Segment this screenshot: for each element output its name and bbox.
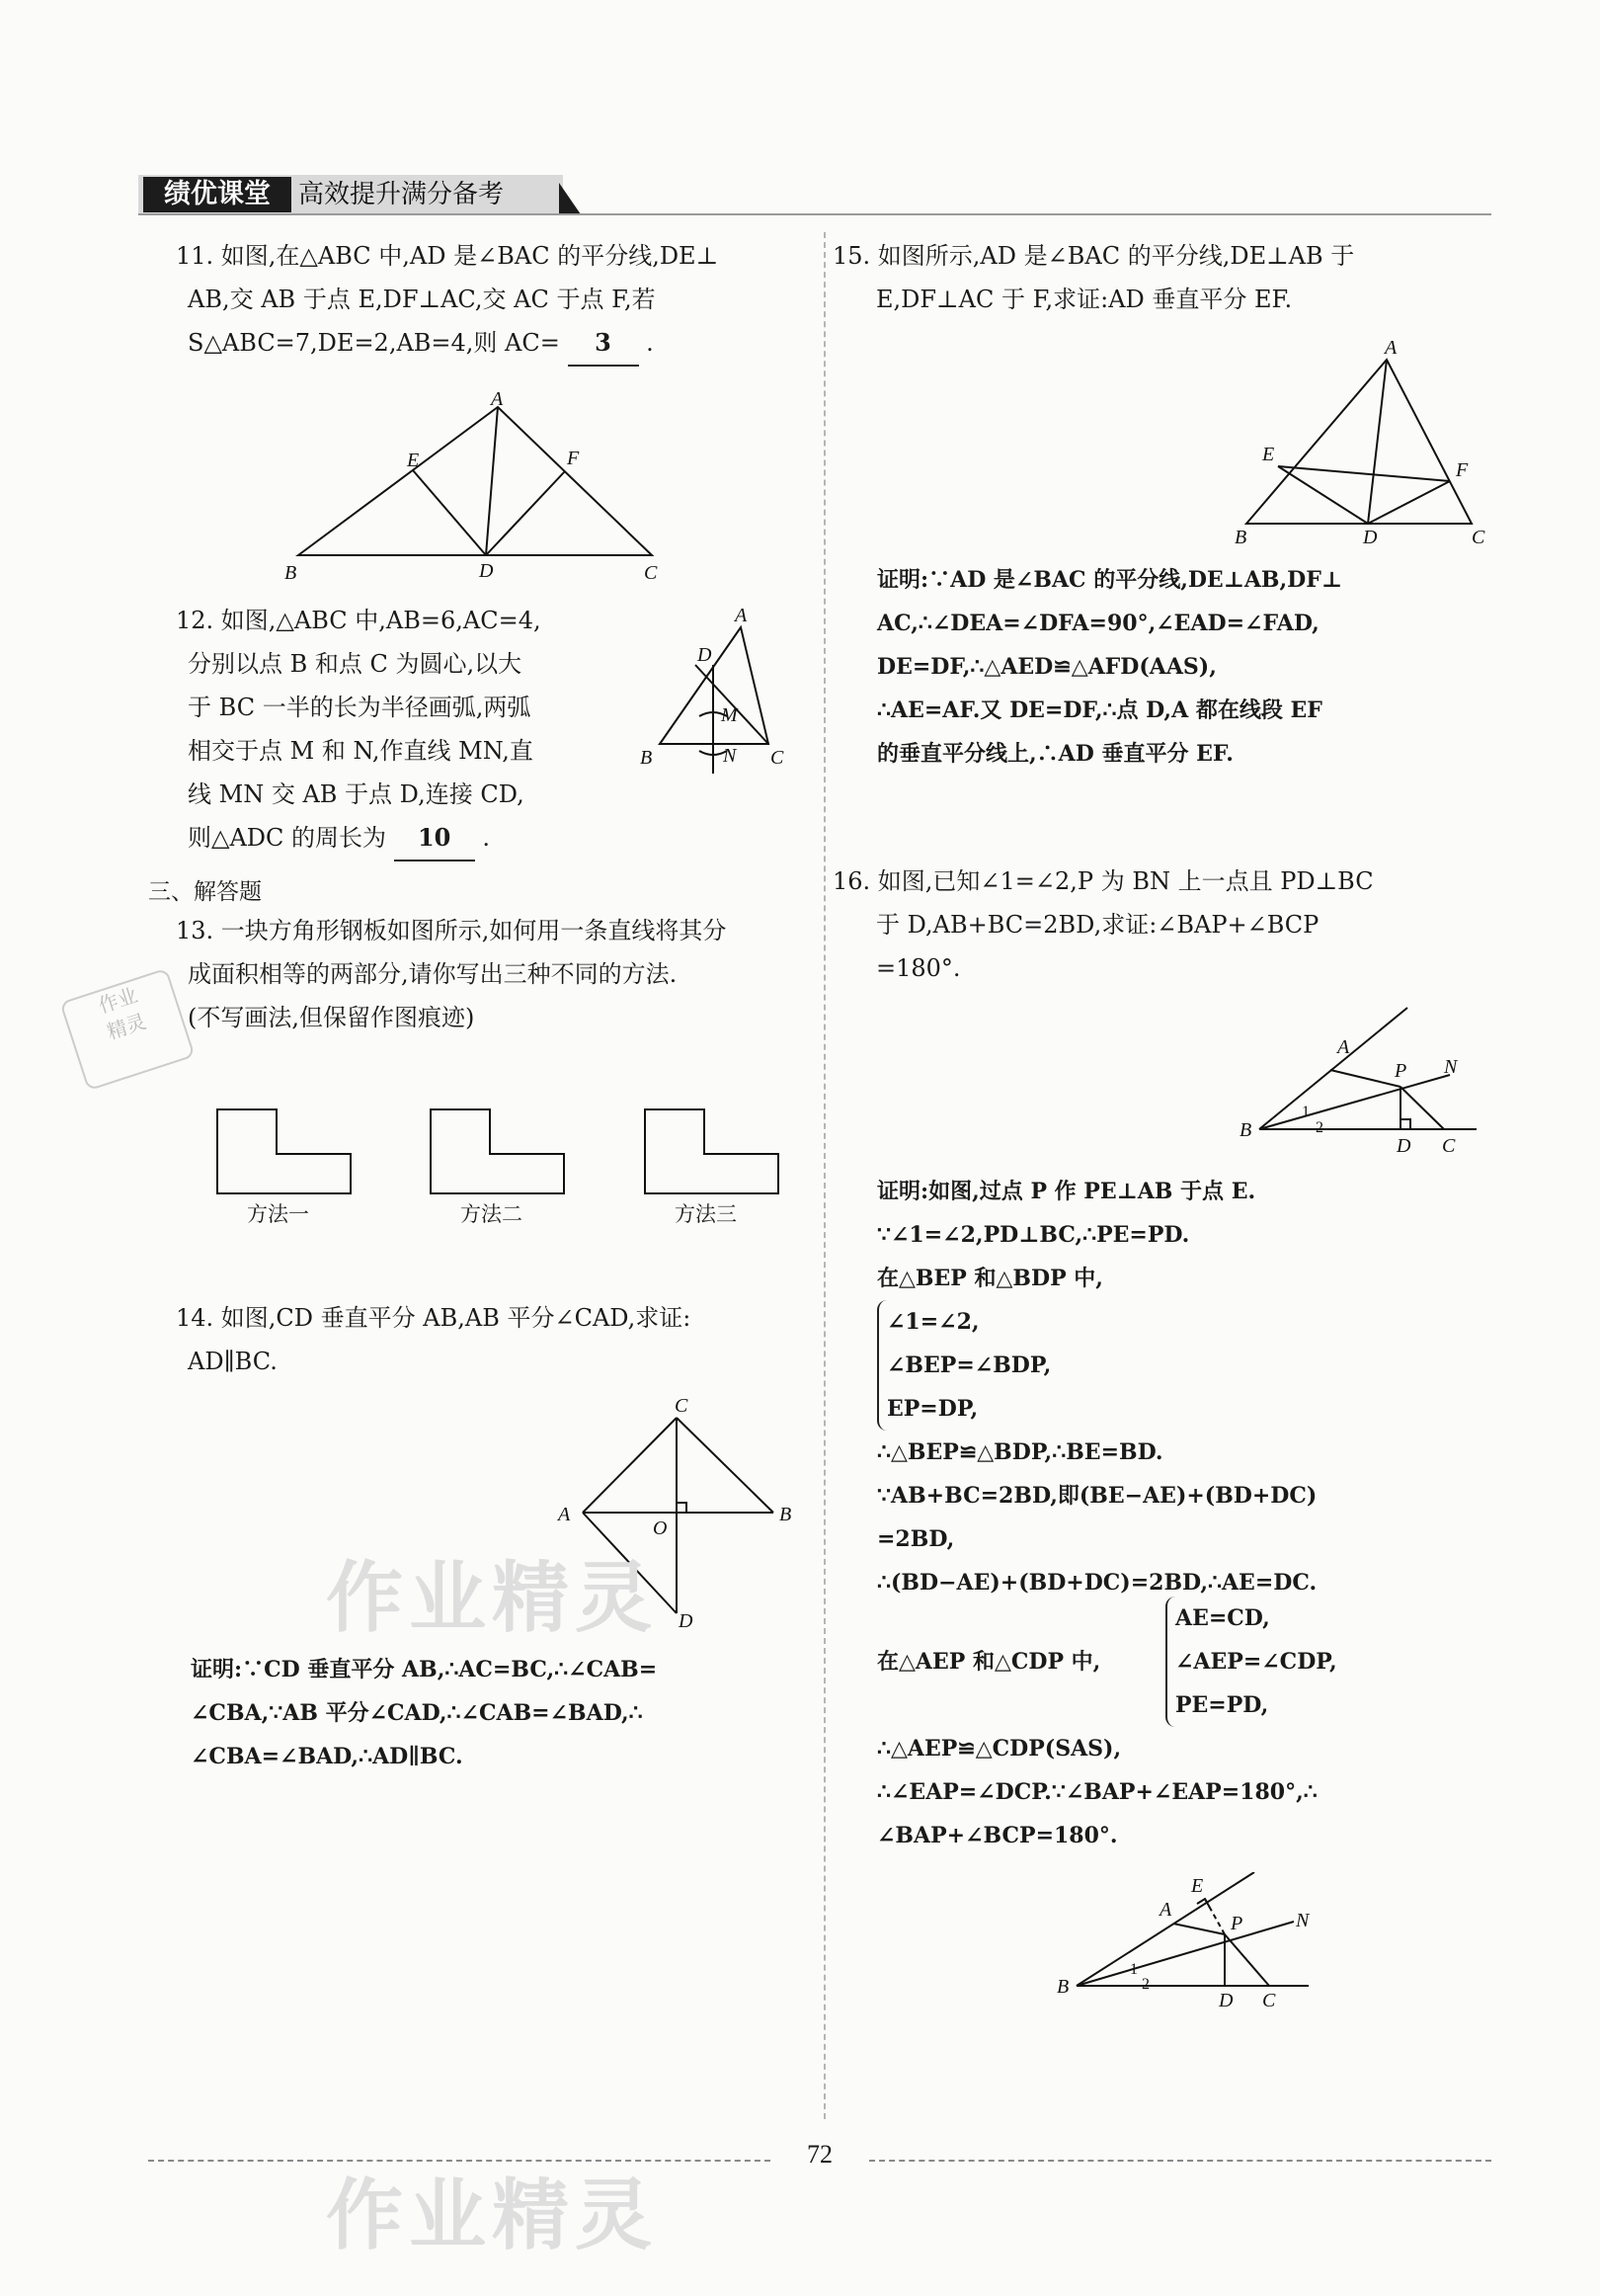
- q16-label-d: D: [1397, 1135, 1411, 1157]
- q16-proof-c-line2: ∴∠EAP=∠DCP.∵∠BAP+∠EAP=180°,∴: [877, 1779, 1318, 1805]
- watermark-stamp: 作业 精灵: [59, 968, 195, 1092]
- footer-rule-right: [869, 2160, 1491, 2162]
- q11-label-a: A: [491, 388, 504, 410]
- header-brand: 绩优课堂: [143, 177, 291, 212]
- q14-proof-line2: ∠CBA,∵AB 平分∠CAD,∴∠CAB=∠BAD,∴: [191, 1700, 643, 1726]
- q11-line1: 11. 如图,在△ABC 中,AD 是∠BAC 的平分线,DE⊥: [176, 242, 719, 270]
- q13-figures: [207, 1105, 800, 1203]
- q15-label-e: E: [1262, 444, 1275, 465]
- q16-proof-figure: [1047, 1872, 1333, 2010]
- q13-line3: (不写画法,但保留作图痕迹): [188, 1004, 475, 1031]
- q16-proof-label-2: 2: [1142, 1976, 1150, 1993]
- q12-label-m: M: [721, 704, 738, 726]
- q15-text: [833, 234, 1504, 321]
- q14-line2: AD∥BC.: [188, 1348, 278, 1375]
- q15-proof-line1: 证明:∵AD 是∠BAC 的平分线,DE⊥AB,DF⊥: [877, 567, 1342, 593]
- q16-proof-b-line2: ∵AB+BC=2BD,即(BE−AE)+(BD+DC): [877, 1483, 1318, 1509]
- q15-line1: 15. 如图所示,AD 是∠BAC 的平分线,DE⊥AB 于: [833, 242, 1355, 270]
- q16-proof-label-1: 1: [1130, 1961, 1138, 1978]
- watermark-bottom: 作业精灵: [326, 2172, 659, 2260]
- q16-proof-label-d: D: [1219, 1990, 1234, 2010]
- q16-brace2-line2: ∠AEP=∠CDP,: [1175, 1649, 1337, 1675]
- q12-end: .: [482, 824, 490, 852]
- q14-proof: [191, 1648, 813, 1778]
- q11-answer: 3: [568, 321, 639, 367]
- q15-label-b: B: [1235, 527, 1247, 545]
- q16-line1: 16. 如图,已知∠1=∠2,P 为 BN 上一点且 PD⊥BC: [833, 867, 1374, 895]
- q11-end: .: [646, 329, 654, 357]
- q12-label-b: B: [640, 747, 653, 769]
- q16-brace2-prefix: 在△AEP 和△CDP 中,: [877, 1649, 1101, 1675]
- q16-line3: =180°.: [876, 954, 961, 982]
- q16-brace-1: [877, 1300, 1183, 1431]
- q13-method-3: 方法三: [675, 1202, 737, 1226]
- q16-brace1-line3: EP=DP,: [887, 1396, 979, 1422]
- q14-label-o: O: [653, 1517, 668, 1539]
- q12-line6: [176, 816, 630, 861]
- q15-label-f: F: [1456, 459, 1469, 481]
- q12-label-c: C: [770, 747, 784, 769]
- q12-line3: 于 BC 一半的长为半径画弧,两弧: [188, 694, 531, 721]
- q14-proof-line3: ∠CBA=∠BAD,∴AD∥BC.: [191, 1744, 463, 1769]
- q12-label-a: A: [735, 605, 748, 626]
- q15-proof: [877, 558, 1499, 776]
- q16-proof-part-c: [877, 1727, 1499, 1857]
- q13-shape-1: [217, 1109, 351, 1193]
- q15-label-c: C: [1472, 527, 1485, 545]
- q12-figure: [632, 598, 800, 785]
- q16-brace2-line3: PE=PD,: [1175, 1692, 1269, 1718]
- q16-label-1: 1: [1302, 1104, 1310, 1120]
- q12-line4: 相交于点 M 和 N,作直线 MN,直: [188, 737, 533, 765]
- q12-line2: 分别以点 B 和点 C 为圆心,以大: [188, 650, 522, 678]
- q16-brace-2: [1165, 1597, 1472, 1727]
- q16-label-b: B: [1240, 1119, 1252, 1141]
- q16-proof-label-n: N: [1296, 1910, 1310, 1931]
- q16-proof-label-c: C: [1262, 1990, 1276, 2010]
- q11-triangle: [298, 407, 652, 555]
- q16-proof-a-line3: 在△BEP 和△BDP 中,: [877, 1266, 1103, 1291]
- q14-line1: 14. 如图,CD 垂直平分 AB,AB 平分∠CAD,求证:: [176, 1304, 691, 1332]
- q14-label-c: C: [675, 1395, 688, 1417]
- q16-proof-part-b: [877, 1431, 1499, 1604]
- q15-proof-line2: AC,∴∠DEA=∠DFA=90°,∠EAD=∠FAD,: [877, 611, 1320, 636]
- q11-text: [176, 234, 808, 367]
- q16-proof-label-b: B: [1057, 1976, 1070, 1998]
- q16-proof-c-line1: ∴△AEP≌△CDP(SAS),: [877, 1736, 1122, 1762]
- q15-label-d: D: [1363, 527, 1378, 545]
- section-title: 三、解答题: [148, 879, 262, 905]
- q16-proof-label-a: A: [1160, 1899, 1172, 1921]
- q13-shape-3: [645, 1109, 778, 1193]
- q14-proof-line1: 证明:∵CD 垂直平分 AB,∴AC=BC,∴∠CAB=: [191, 1657, 658, 1682]
- q16-brace1-line2: ∠BEP=∠BDP,: [887, 1353, 1052, 1378]
- q16-proof-label-p: P: [1231, 1913, 1243, 1934]
- footer-rule-left: [148, 2160, 770, 2162]
- q11-label-f: F: [567, 448, 580, 469]
- q12-text: [176, 599, 630, 861]
- page-number: 72: [807, 2140, 833, 2169]
- q16-proof-a-line2: ∵∠1=∠2,PD⊥BC,∴PE=PD.: [877, 1222, 1190, 1248]
- q11-line2: AB,交 AB 于点 E,DF⊥AC,交 AC 于点 F,若: [188, 286, 656, 313]
- q13-line1: 13. 一块方角形钢板如图所示,如何用一条直线将其分: [176, 917, 727, 944]
- header-rule: [138, 213, 1491, 215]
- q14-label-a: A: [558, 1504, 571, 1525]
- q15-proof-line5: 的垂直平分线上,∴AD 垂直平分 EF.: [877, 741, 1234, 767]
- header-slogan: 高效提升满分备考: [298, 180, 505, 209]
- q16-proof-a-line1: 证明:如图,过点 P 作 PE⊥AB 于点 E.: [877, 1179, 1256, 1204]
- q13-method-2: 方法二: [460, 1202, 522, 1226]
- q14-text: [176, 1296, 818, 1383]
- q11-line3-text: S△ABC=7,DE=2,AB=4,则 AC=: [188, 329, 560, 357]
- q13-method-1: 方法一: [247, 1202, 309, 1226]
- q16-proof-c-line3: ∠BAP+∠BCP=180°.: [877, 1823, 1118, 1848]
- q16-text: [833, 860, 1504, 990]
- q16-proof-label-e: E: [1191, 1875, 1204, 1897]
- q12-label-d: D: [697, 644, 712, 666]
- q15-line2: E,DF⊥AC 于 F,求证:AD 垂直平分 EF.: [876, 286, 1293, 313]
- q13-shape-2: [431, 1109, 564, 1193]
- q12-line5: 线 MN 交 AB 于点 D,连接 CD,: [188, 780, 524, 808]
- q12-line1: 12. 如图,△ABC 中,AB=6,AC=4,: [176, 607, 541, 634]
- q16-label-c: C: [1442, 1135, 1456, 1157]
- q16-proof-part-a: [877, 1170, 1499, 1300]
- q13-line2: 成面积相等的两部分,请你写出三种不同的方法.: [188, 960, 678, 988]
- q11-label-c: C: [644, 562, 658, 583]
- q12-label-n: N: [723, 745, 737, 767]
- q11-figure: [277, 385, 672, 583]
- q11-label-b: B: [284, 562, 297, 583]
- q11-line3: [176, 321, 808, 367]
- q13-text: [176, 909, 818, 1039]
- q14-label-b: B: [779, 1504, 792, 1525]
- q15-figure: [1225, 338, 1491, 545]
- q16-label-a: A: [1337, 1036, 1350, 1058]
- q16-proof-b-line4: ∴(BD−AE)+(BD+DC)=2BD,∴AE=DC.: [877, 1570, 1318, 1596]
- q16-figure: [1235, 998, 1491, 1166]
- q15-proof-line3: DE=DF,∴△AED≌△AFD(AAS),: [877, 654, 1217, 680]
- header-arrow-icon: [559, 175, 583, 214]
- q16-label-n: N: [1444, 1056, 1458, 1078]
- q11-label-e: E: [407, 450, 420, 471]
- q16-label-p: P: [1395, 1060, 1407, 1082]
- column-divider: [824, 232, 826, 2119]
- q11-label-d: D: [479, 560, 494, 582]
- q16-line2: 于 D,AB+BC=2BD,求证:∠BAP+∠BCP: [876, 911, 1320, 939]
- watermark-mid: 作业精灵: [326, 1554, 659, 1643]
- q16-proof-b-line3: =2BD,: [877, 1526, 955, 1552]
- q15-label-a: A: [1385, 338, 1398, 359]
- q16-brace1-line1: ∠1=∠2,: [887, 1309, 980, 1335]
- q16-brace2-line1: AE=CD,: [1175, 1605, 1270, 1631]
- q14-label-d: D: [679, 1610, 693, 1632]
- q12-answer: 10: [394, 816, 475, 861]
- q16-proof-b-line1: ∴△BEP≌△BDP,∴BE=BD.: [877, 1439, 1163, 1465]
- q15-proof-line4: ∴AE=AF.又 DE=DF,∴点 D,A 都在线段 EF: [877, 697, 1322, 723]
- q16-label-2: 2: [1316, 1119, 1323, 1136]
- q12-last-text: 则△ADC 的周长为: [188, 824, 387, 852]
